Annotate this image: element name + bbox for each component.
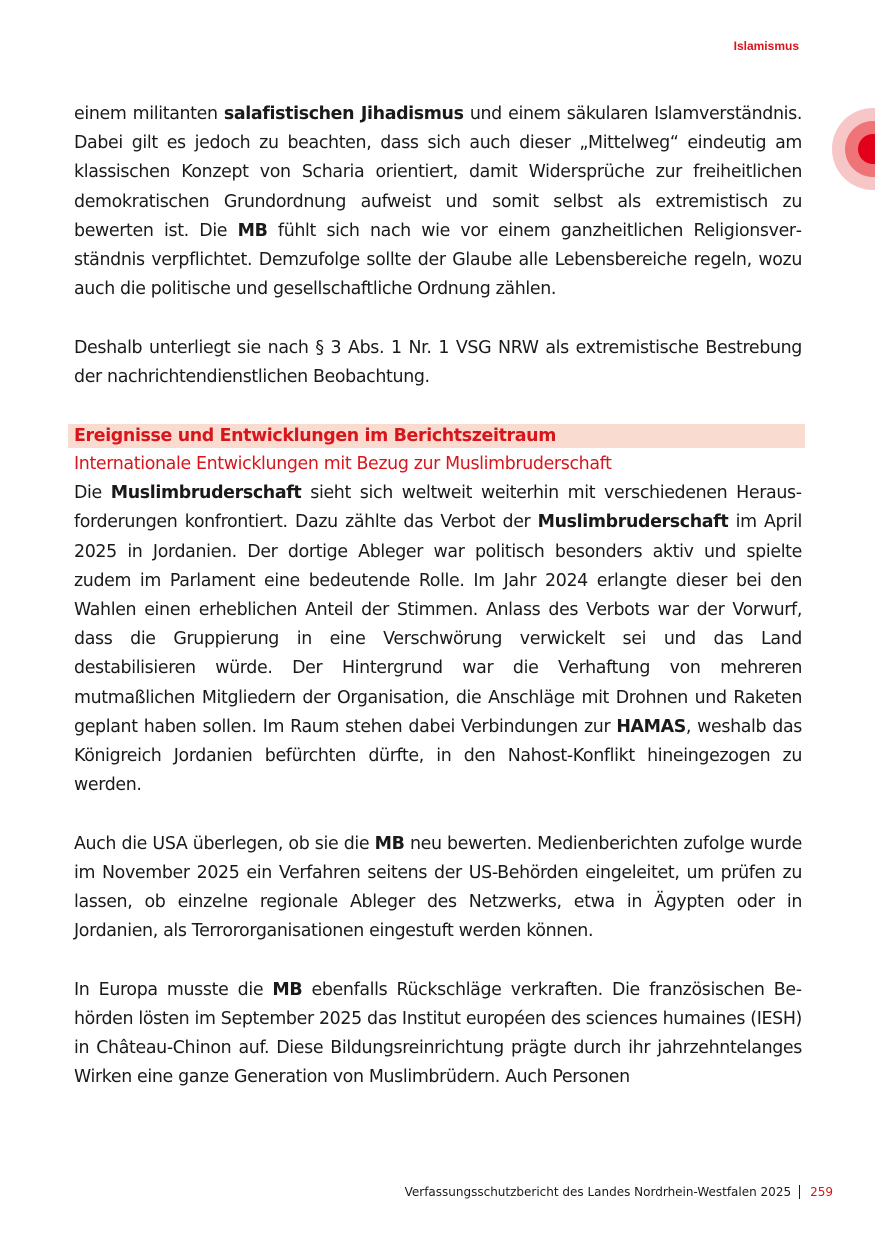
footer-title: Verfassungsschutzbericht des Landes Nordrhein-Westfalen 2025 xyxy=(404,1185,792,1199)
emphasis: MB xyxy=(272,979,303,1000)
main-text xyxy=(74,100,802,1092)
emphasis: salafistischen Jihadismus xyxy=(223,104,464,124)
paragraph-1: einem militanten salafistischen Jihadismus und einem säkularen Islamverständnis. Dabei gilt es jedoch zu beachten, dass sich auch dieser „Mittelweg“ eindeutig am klassischen Konzept von Scharia orientiert, damit Widersprüche zur freiheitlichen demokratischen Grundordnung aufweist und somit selbst als extremistisch zu bewerten ist. Die MB fühlt sich nach wie vor einem ganzheitlichen Religionsverständnis verpflichtet. Demzufolge sollte der Glaube alle Lebensbereiche regeln, wozu auch die politische und gesellschaftliche Ordnung zählen. xyxy=(74,104,803,300)
emphasis: Muslimbruderschaft xyxy=(537,512,729,533)
emphasis: MB xyxy=(374,833,405,854)
paragraph-4: Auch die USA überlegen, ob sie die MB neu bewerten. Medienberichten zufolge wurde im November 2025 ein Verfahren seitens der US-Behörden eingeleitet, um prüfen zu lassen, ob einzelne regionale Ableger des Netzwerks, etwa in Ägypten oder in Jordanien, als Terrororganisationen eingestuft werden können. xyxy=(74,833,802,942)
emphasis: Muslimbruderschaft xyxy=(110,483,302,504)
paragraph-2: Deshalb unterliegt sie nach § 3 Abs. 1 Nr. 1 VSG NRW als extremistische Bestrebung der nachrichtendienstlichen Beobachtung. xyxy=(74,337,802,387)
paragraph-3: Die Muslimbruderschaft sieht sich weltweit weiterhin mit verschiedenen Herausforderungen konfrontiert. Dazu zählte das Verbot der Muslimbruderschaft im April 2025 in Jordanien. Der dortige Ableger war politisch besonders aktiv und spielte zudem im Parlament eine bedeutende Rolle. Im Jahr 2024 erlangte dieser bei den Wahlen einen erheblichen Anteil der Stimmen. Anlass des Verbots war der Vorwurf, dass die Gruppierung in eine Verschwörung verwickelt sei und das Land destabilisieren würde. Der Hintergrund war die Verhaftung von mehreren mutmaßlichen Mitgliedern der Organisation, die Anschläge mit Drohnen und Raketen geplant haben sollen. Im Raum stehen dabei Verbindungen zur HAMAS, weshalb das Königreich Jordanien befürchten dürfte, in den Nahost-Konflikt hineingezogen zu werden. xyxy=(74,483,802,796)
paragraph-5: In Europa musste die MB ebenfalls Rückschläge verkraften. Die französischen Behörden lösten im September 2025 das Institut européen des sciences humaines (IESH) in Château-Chinon auf. Diese Bildungsreinrichtung prägte durch ihr jahrzehntelanges Wirken eine ganze Generation von Muslimbrüdern. Auch Personen xyxy=(74,979,803,1088)
emphasis: HAMAS xyxy=(616,716,686,737)
section-heading: Ereignisse und Entwicklungen im Berichtszeitraum xyxy=(68,424,805,448)
page-number: 259 xyxy=(810,1185,833,1199)
chapter-marker-icon xyxy=(832,108,875,190)
footer-divider xyxy=(799,1185,800,1199)
emphasis: MB xyxy=(237,220,268,241)
subsection-heading: Internationale Entwicklungen mit Bezug zur Muslimbruderschaft xyxy=(74,454,612,475)
running-header-section: Islamismus xyxy=(733,39,799,53)
page-footer xyxy=(405,1185,833,1199)
